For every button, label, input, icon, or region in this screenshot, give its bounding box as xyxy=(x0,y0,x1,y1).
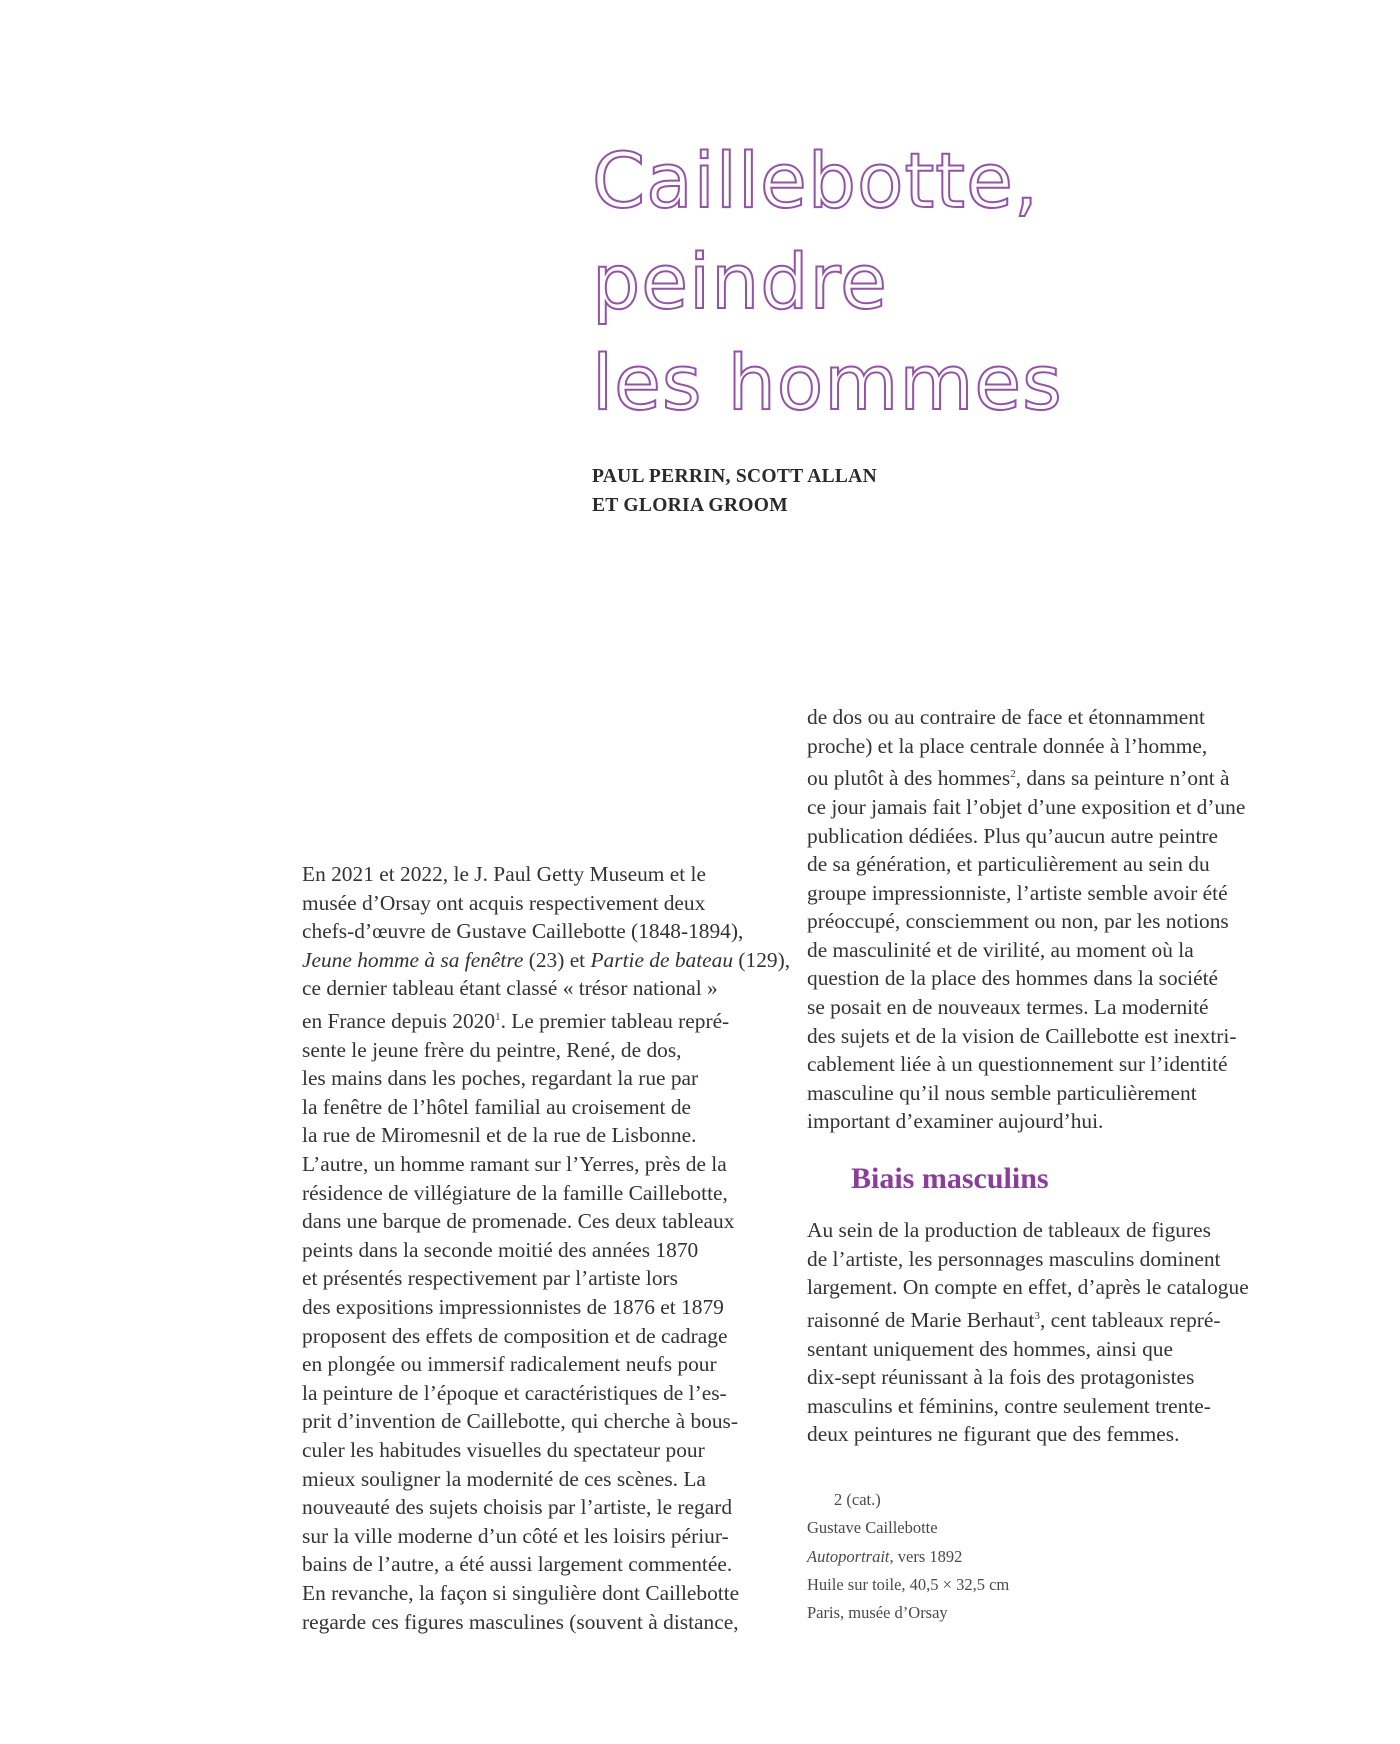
text-line: En revanche, la façon si singulière dont Caillebotte xyxy=(302,1580,740,1605)
caption-artist: Gustave Caillebotte xyxy=(807,1518,938,1538)
text-line: cablement liée à un questionnement sur l’identité xyxy=(807,1052,1228,1077)
text-line: Au sein de la production de tableaux de figures xyxy=(807,1218,1211,1242)
text-line: de sa génération, et particulièrement au sein du xyxy=(807,852,1210,877)
text-line: sente le jeune frère du peintre, René, de dos, xyxy=(302,1037,682,1062)
article-title xyxy=(592,130,1152,433)
figure-caption xyxy=(807,1486,1009,1627)
text-line: groupe impressionniste, l’artiste semble avoir été xyxy=(807,880,1228,905)
artwork-title: Partie de bateau xyxy=(590,947,734,972)
body-column-right-section xyxy=(807,1216,1249,1449)
text-line: peints dans la seconde moitié des années 1870 xyxy=(302,1237,699,1262)
text-line: la rue de Miromesnil et de la rue de Lisbonne. xyxy=(302,1123,697,1148)
text-line: deux peintures ne figurant que des femmes. xyxy=(807,1422,1180,1447)
text-line: musée d’Orsay ont acquis respectivement deux xyxy=(302,890,706,915)
text-line: en plongée ou immersif radicalement neufs pour xyxy=(302,1352,717,1377)
text-line: de masculinité et de virilité, au moment où la xyxy=(807,937,1194,962)
text-line: important d’examiner aujourd’hui. xyxy=(807,1109,1104,1134)
footnote-ref: 3 xyxy=(1034,1309,1040,1322)
authors-line: ET GLORIA GROOM xyxy=(592,495,788,516)
text-line: proposent des effets de composition et de cadrage xyxy=(302,1323,728,1348)
text-line: masculins et féminins, contre seulement trente- xyxy=(807,1393,1211,1418)
text-line: ou plutôt à des hommes$^2$, dans sa peinture n’ont à xyxy=(807,766,1230,791)
text-line: ce jour jamais fait l’objet d’une exposition et d’une xyxy=(807,794,1246,819)
text-line: publication dédiées. Plus qu’aucun autre peintre xyxy=(807,823,1219,848)
title-line: les hommes xyxy=(592,338,1063,427)
caption-work-title: Autoportrait xyxy=(807,1546,890,1566)
text-line: la fenêtre de l’hôtel familial au croisement de xyxy=(302,1094,692,1119)
text-line: de dos ou au contraire de face et étonnamment xyxy=(807,705,1205,729)
text-line: raisonné de Marie Berhaut$^3$, cent tableaux repré- xyxy=(807,1307,1221,1332)
text-line: masculine qu’il nous semble particulièrement xyxy=(807,1080,1197,1105)
text-line: en France depuis 2020$^1$. Le premier tableau repré- xyxy=(302,1009,730,1034)
text-line: sentant uniquement des hommes, ainsi que xyxy=(807,1336,1173,1361)
text-line: culer les habitudes visuelles du spectateur pour xyxy=(302,1438,705,1462)
text-line: mieux souligner la modernité de ces scènes. La xyxy=(302,1466,706,1491)
text-line: se posait en de nouveaux termes. La modernité xyxy=(807,995,1209,1020)
text-line: préoccupé, consciemment ou non, par les notions xyxy=(807,909,1229,934)
text-line: et présentés respectivement par l’artiste lors xyxy=(302,1266,678,1291)
text-line: Jeune homme à sa fenêtre (23) et Partie de bateau (129), xyxy=(302,947,791,972)
body-column-left xyxy=(302,860,790,1636)
text-line: dans une barque de promenade. Ces deux tableaux xyxy=(302,1209,735,1234)
text-line: des expositions impressionnistes de 1876 et 1879 xyxy=(302,1295,724,1320)
text-line: En 2021 et 2022, le J. Paul Getty Museum et le xyxy=(302,862,706,886)
text-line: des sujets et de la vision de Caillebotte est inextri- xyxy=(807,1023,1237,1048)
text-line: proche) et la place centrale donnée à l’homme, xyxy=(807,733,1208,758)
artwork-title: Jeune homme à sa fenêtre xyxy=(302,947,524,972)
title-line: peindre xyxy=(592,237,888,326)
section-heading: Biais masculins xyxy=(851,1162,1049,1195)
text-line: prit d’invention de Caillebotte, qui cherche à bous- xyxy=(302,1409,739,1434)
text-line: ce dernier tableau étant classé « trésor national » xyxy=(302,976,718,1001)
text-line: chefs-d’œuvre de Gustave Caillebotte (1848-1894), xyxy=(302,919,744,944)
footnote-ref: 1 xyxy=(495,1010,501,1023)
text-line: sur la ville moderne d’un côté et les loisirs périur- xyxy=(302,1523,729,1548)
text-line: largement. On compte en effet, d’après le catalogue xyxy=(807,1275,1249,1300)
text-line: L’autre, un homme ramant sur l’Yerres, près de la xyxy=(302,1152,727,1177)
footnote-ref: 2 xyxy=(1010,768,1016,781)
text-line: de l’artiste, les personnages masculins dominent xyxy=(807,1246,1221,1271)
caption-work-line xyxy=(807,1543,1009,1571)
caption-date: , vers 1892 xyxy=(889,1546,963,1566)
authors-line: PAUL PERRIN, SCOTT ALLAN xyxy=(592,466,877,487)
title-line: Caillebotte, xyxy=(592,136,1039,225)
text-line: question de la place des hommes dans la société xyxy=(807,966,1219,991)
text-line: regarde ces figures masculines (souvent à distance, xyxy=(302,1609,739,1634)
text-line: dix-sept réunissant à la fois des protagonistes xyxy=(807,1365,1195,1390)
text-line: résidence de villégiature de la famille Caillebotte, xyxy=(302,1180,728,1205)
caption-number: 2 (cat.) xyxy=(834,1490,881,1509)
text-line: bains de l’autre, a été aussi largement commentée. xyxy=(302,1552,733,1577)
caption-medium: Huile sur toile, 40,5 × 32,5 cm xyxy=(807,1574,1010,1594)
caption-location: Paris, musée d’Orsay xyxy=(807,1603,948,1623)
text-line: les mains dans les poches, regardant la rue par xyxy=(302,1066,699,1091)
text-line: la peinture de l’époque et caractéristiques de l’es- xyxy=(302,1380,727,1405)
body-column-right xyxy=(807,703,1245,1136)
authors xyxy=(592,462,877,520)
text-line: nouveauté des sujets choisis par l’artiste, le regard xyxy=(302,1495,733,1520)
